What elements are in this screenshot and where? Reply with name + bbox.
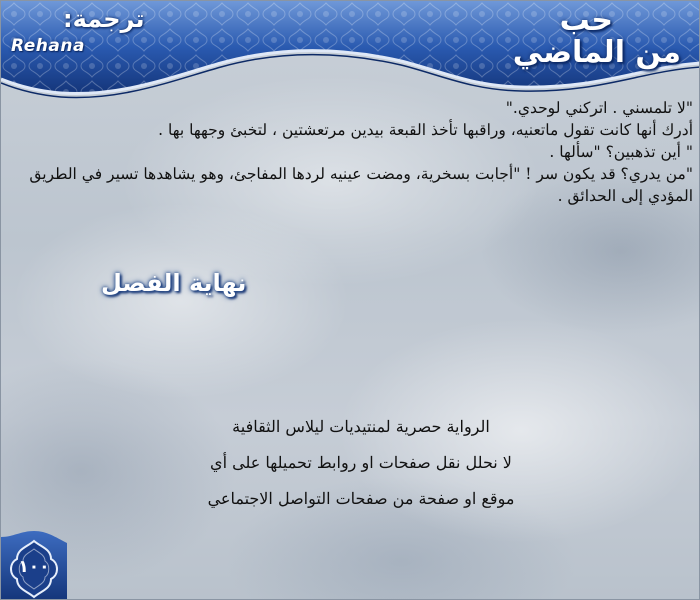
chapter-end-label: نهاية الفصل bbox=[101, 269, 247, 297]
story-text bbox=[9, 97, 693, 207]
copyright-notice bbox=[151, 409, 571, 517]
notice-line: الرواية حصرية لمنتيديات ليلاس الثقافية bbox=[232, 417, 490, 436]
story-line: "لا تلمسني . اتركني لوحدي." bbox=[505, 99, 693, 117]
notice-line: موقع او صفحة من صفحات التواصل الاجتماعي bbox=[207, 489, 515, 508]
header-banner bbox=[1, 1, 700, 101]
translator-name: Rehana bbox=[11, 36, 85, 56]
story-line: أدرك أنها كانت تقول ماتعنيه، وراقبها تأخذ القبعة بيدين مرتعشتين ، لتخبئ وجهها بها . bbox=[158, 121, 693, 139]
story-line: "من يدري؟ قد يكون سر ! "أجابت بسخرية، ومضت عينيه لردها المفاجئ، وهو يشاهدها تسير في الطريق bbox=[29, 165, 693, 183]
translator-label: ترجمة: bbox=[63, 5, 145, 33]
book-title-line-1: حب bbox=[559, 3, 613, 38]
page-number: ١٠٠ bbox=[18, 557, 50, 577]
book-title-line-2: من الماضي bbox=[512, 35, 681, 70]
notice-line: لا نحلل نقل صفحات او روابط تحميلها على أي bbox=[210, 453, 512, 472]
story-line: المؤدي إلى الحدائق . bbox=[557, 187, 693, 205]
story-line: " أين تذهبين؟ "سألها . bbox=[549, 143, 693, 161]
